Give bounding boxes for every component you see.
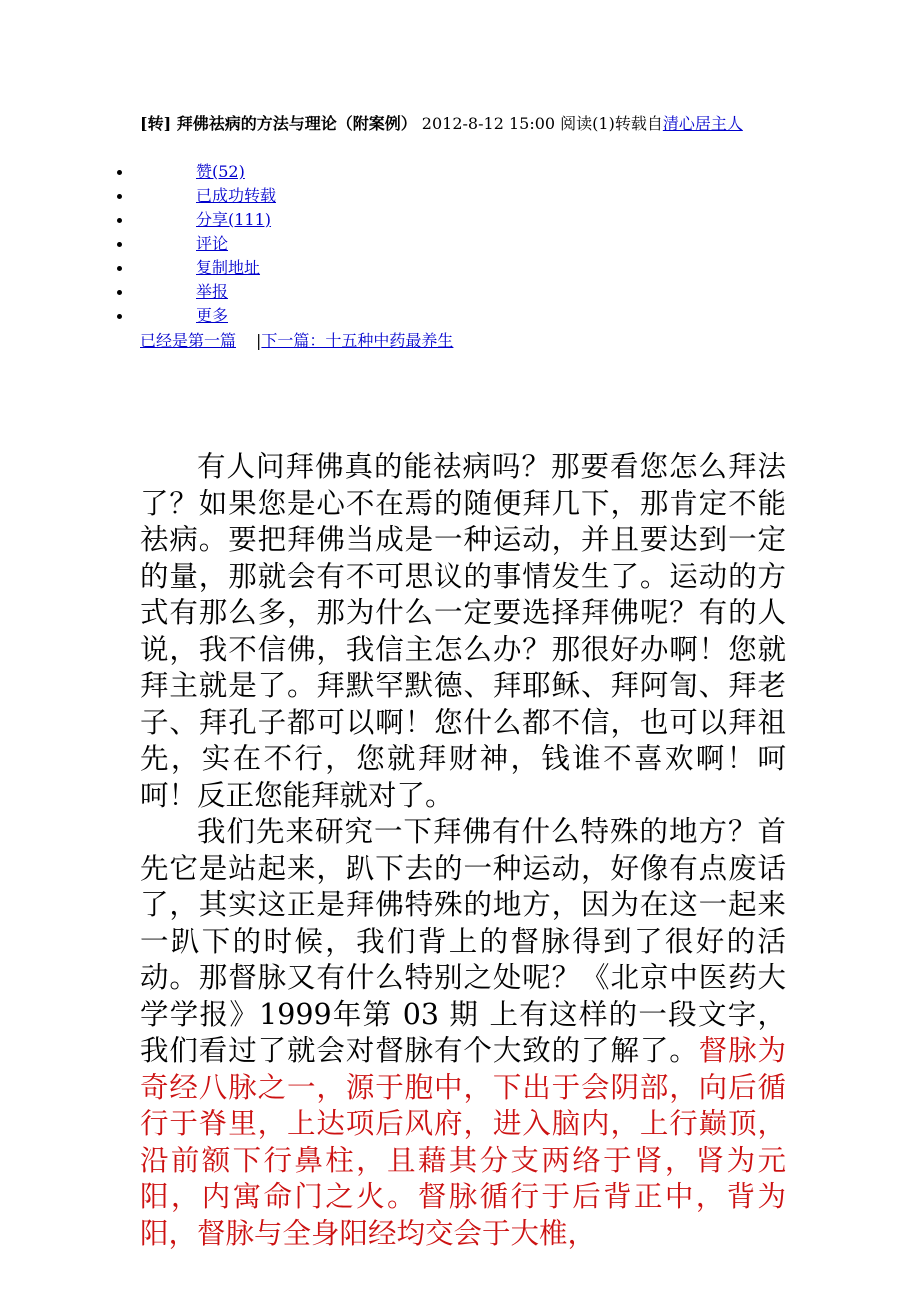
bullet-icon (117, 266, 122, 271)
quoted-red-text: 督脉为奇经八脉之一，源于胞中，下出于会阴部，向后循行于脊里，上达项后风府，进入脑内，上行巅顶，沿前额下行鼻柱，且藉其分支两络于肾，肾为元阳，内寓命门之火。督脉循行于后背正中，背为阳，督脉与全身阳经均交会于大椎， (140, 1034, 786, 1250)
prev-post-link[interactable]: 已经是第一篇 (140, 331, 237, 350)
more-link[interactable]: 更多 (196, 306, 229, 325)
post-header (140, 112, 790, 136)
copy-address-link[interactable]: 复制地址 (196, 258, 261, 277)
bullet-icon (117, 242, 122, 247)
article-body (140, 449, 786, 1252)
bullet-icon (117, 170, 122, 175)
article-paragraph-2-text: 我们先来研究一下拜佛有什么特殊的地方？首先它是站起来，趴下去的一种运动，好像有点废话了，其实这正是拜佛特殊的地方，因为在这一起来一趴下的时候，我们背上的督脉得到了很好的活动。那督脉又有什么特别之处呢？《北京中医药大学学报》1999年第 03 期 上有这样的一段文字，我们看过了就会对督脉有个大致的了解了。 (140, 815, 786, 1067)
bullet-icon (117, 290, 122, 295)
report-link[interactable]: 举报 (196, 282, 229, 301)
source-author-link[interactable]: 清心居主人 (662, 114, 743, 133)
bullet-icon (117, 218, 122, 223)
post-meta: 2012-8-12 15:00 阅读(1)转载自 (416, 114, 663, 133)
next-post-link[interactable]: 下一篇：十五种中药最养生 (261, 331, 454, 350)
bullet-icon (117, 194, 122, 199)
bullet-icon (117, 314, 122, 319)
reposted-link[interactable]: 已成功转载 (196, 186, 277, 205)
share-link[interactable]: 分享(111) (196, 210, 272, 229)
like-link[interactable]: 赞(52) (196, 162, 245, 181)
article-paragraph-1: 有人问拜佛真的能祛病吗？那要看您怎么拜法了？如果您是心不在焉的随便拜几下，那肯定不能祛病。要把拜佛当成是一种运动，并且要达到一定的量，那就会有不可思议的事情发生了。运动的方式有那么多，那为什么一定要选择拜佛呢？有的人说，我不信佛，我信主怎么办？那很好办啊！您就拜主就是了。拜默罕默德、拜耶稣、拜阿訇、拜老子、拜孔子都可以啊！您什么都不信，也可以拜祖先，实在不行，您就拜财神，钱谁不喜欢啊！呵呵！反正您能拜就对了。 (140, 450, 786, 812)
post-title: [转] 拜佛祛病的方法与理论（附案例） (140, 114, 417, 133)
nav-separator: | (256, 331, 262, 350)
comment-link[interactable]: 评论 (196, 234, 229, 253)
post-navigation (140, 329, 453, 353)
article-paragraph-2 (140, 814, 786, 1252)
